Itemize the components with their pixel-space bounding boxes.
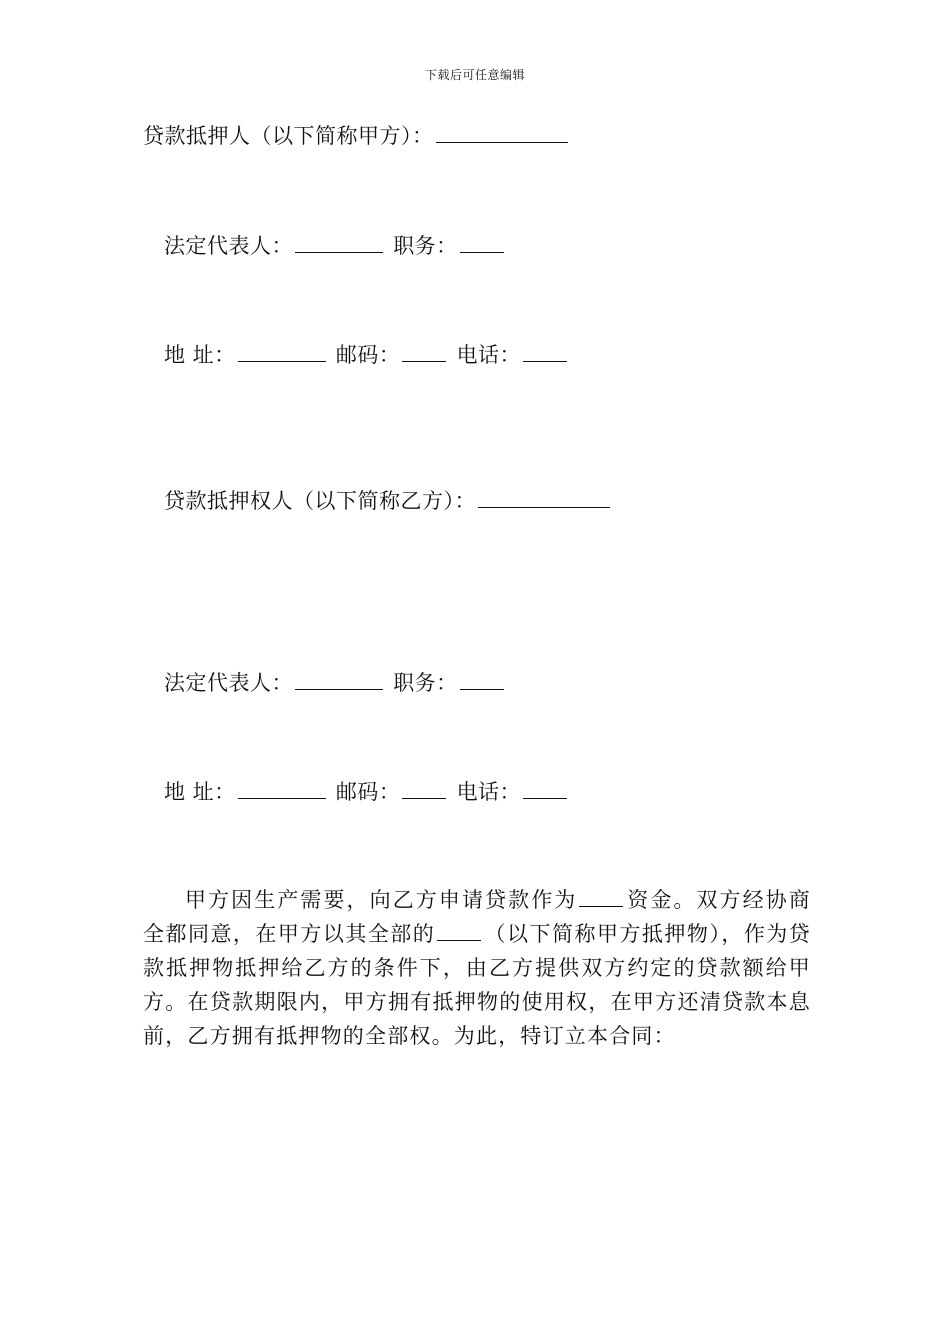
party-a-phone-blank bbox=[523, 343, 567, 362]
preamble-segment-1: 甲方因生产需要，向乙方申请贷款作为 bbox=[185, 888, 578, 912]
party-a-rep-line bbox=[164, 234, 507, 257]
party-b-name-blank bbox=[478, 489, 610, 508]
party-b-address-blank bbox=[238, 780, 326, 799]
party-b-address-line bbox=[164, 780, 570, 803]
party-b-position-label: 职务： bbox=[393, 671, 458, 695]
party-a-name-blank bbox=[436, 124, 568, 143]
party-a-position-label: 职务： bbox=[393, 234, 458, 258]
preamble-segment-3: （以下简称甲方抵押物），作为贷款抵押物抵押给乙方的条件下，由乙方提供双方约定的贷款额给甲方。在贷款期限内，甲方拥有抵押物的使用权，在甲方还清贷款本息前，乙方拥有抵押物的全部权。为此，特订立本合同： bbox=[143, 922, 811, 1048]
party-b-position-blank bbox=[460, 671, 504, 690]
party-a-address-blank bbox=[238, 343, 326, 362]
party-b-rep-line bbox=[164, 671, 507, 694]
party-b-rep-label: 法定代表人： bbox=[164, 671, 293, 695]
party-a-rep-blank bbox=[295, 234, 383, 253]
party-a-phone-label: 电话： bbox=[456, 343, 522, 367]
party-b-postcode-blank bbox=[402, 780, 446, 799]
party-a-title-line bbox=[143, 124, 571, 147]
fund-purpose-blank bbox=[579, 888, 623, 907]
party-b-phone-label: 电话： bbox=[456, 780, 522, 804]
party-a-postcode-label: 邮码： bbox=[335, 343, 401, 367]
party-b-postcode-label: 邮码： bbox=[335, 780, 401, 804]
collateral-blank bbox=[437, 922, 481, 941]
party-a-rep-label: 法定代表人： bbox=[164, 234, 293, 258]
party-b-rep-blank bbox=[295, 671, 383, 690]
party-b-title-line bbox=[164, 489, 613, 512]
party-a-address-line bbox=[164, 343, 570, 366]
preamble-segment-2: 资金。双方经协商全都同意，在甲方以其全部的 bbox=[143, 888, 811, 946]
party-a-postcode-blank bbox=[402, 343, 446, 362]
party-a-address-label: 地 址： bbox=[164, 343, 236, 367]
contract-preamble bbox=[143, 883, 811, 1053]
party-b-title: 贷款抵押权人（以下简称乙方）： bbox=[164, 489, 476, 513]
party-b-phone-blank bbox=[523, 780, 567, 799]
header-note: 下载后可任意编辑 bbox=[424, 68, 525, 82]
party-a-position-blank bbox=[460, 234, 504, 253]
party-b-address-label: 地 址： bbox=[164, 780, 236, 804]
party-a-title: 贷款抵押人（以下简称甲方）： bbox=[143, 124, 434, 148]
